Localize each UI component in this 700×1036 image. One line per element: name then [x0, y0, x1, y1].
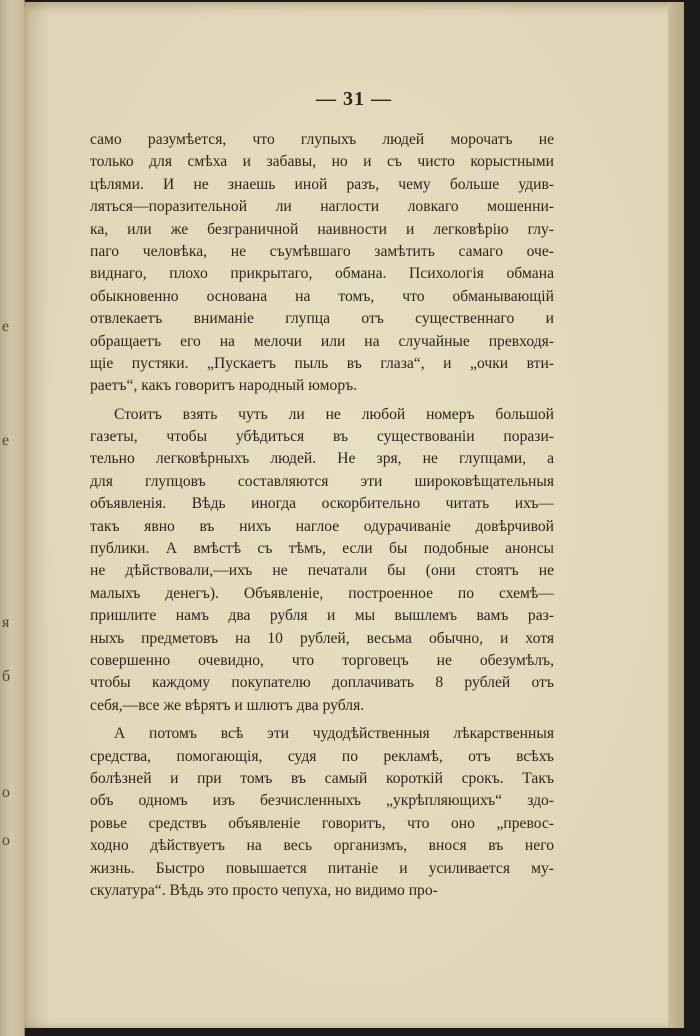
text-line: жизнь. Быстро повышается питаніе и усиливается му-: [90, 859, 554, 877]
text-line: объ одномъ изъ безчисленныхъ „укрѣпляющихъ“ здо-: [90, 792, 554, 810]
margin-fragment: о: [2, 832, 10, 849]
page-number: — 31 —: [316, 88, 392, 110]
text-line: тельно легковѣрныхъ людей. Не зря, не глупцами, а: [90, 450, 554, 468]
text-line: щіе пустяки. „Пускаетъ пыль въ глаза“, и „очки вти-: [90, 354, 554, 372]
paragraph: [90, 404, 554, 717]
paragraph: [90, 129, 554, 398]
text-line: совершенно очевидно, что торговецъ не обезумѣлъ,: [90, 651, 554, 669]
page-edge-shadow: [668, 2, 684, 1028]
text-line: паго человѣка, не съумѣвшаго замѣтить самаго оче-: [90, 242, 554, 260]
text-line: себя,—все же вѣрятъ и шлютъ два рубля.: [90, 696, 365, 714]
text-line: цѣлями. И не знаешь иной разъ, чему больше удив-: [90, 175, 554, 193]
text-line: ляться—поразительной ли наглости ловкаго мошенни-: [90, 198, 554, 216]
text-line: Стоитъ взять чуть ли не любой номеръ большой: [114, 405, 554, 423]
text-line: объявленія. Вѣдь иногда оскорбительно читать ихъ—: [90, 495, 554, 513]
text-line: только для смѣха и забавы, но и съ чисто корыстными: [90, 153, 554, 171]
text-line: газеты, чтобы убѣдиться въ существованіи порази-: [90, 428, 554, 446]
text-line: само разумѣется, что глупыхъ людей морочатъ не: [90, 131, 554, 148]
text-line: не дѣйствовали,—ихъ не печатали бы (они стоятъ не: [90, 562, 554, 580]
margin-fragment: б: [2, 668, 11, 685]
text-line: ходно дѣйствуетъ на весь организмъ, внося въ него: [90, 837, 554, 855]
margin-fragment: е: [2, 432, 10, 449]
margin-fragment: е: [2, 318, 10, 335]
text-line: болѣзней и при томъ въ самый короткій срокъ. Такъ: [90, 769, 554, 787]
text-line: чтобы каждому покупателю доплачивать 8 рублей отъ: [90, 674, 554, 692]
text-line: средства, помогающія, судя по рекламѣ, отъ всѣхъ: [90, 747, 554, 765]
margin-fragment: я: [2, 614, 10, 631]
book-page: [24, 2, 684, 1028]
text-line: ныхъ предметовъ на 10 рублей, весьма обычно, и хотя: [90, 629, 554, 647]
text-line: обыкновенно основана на томъ, что обманывающій: [90, 287, 554, 305]
text-line: пришлите намъ два рубля и мы вышлемъ вамъ раз-: [90, 607, 554, 625]
text-line: ровье средствъ объявленіе говоритъ, что оно „превос-: [90, 814, 554, 832]
text-line: раетъ“, какъ говоритъ народный юморъ.: [90, 377, 358, 395]
text-line: ка, или же безграничной наивности и легковѣрію глу-: [90, 220, 554, 238]
text-line: малыхъ денегъ). Объявленіе, построенное по схемѣ—: [90, 584, 554, 602]
text-line: такъ явно въ нихъ наглое одурачиваніе довѣрчивой: [90, 517, 554, 535]
body-text: [90, 129, 554, 902]
text-line: виднаго, плохо прикрытаго, обмана. Психологія обмана: [90, 265, 554, 283]
previous-page-edge: [0, 0, 25, 1036]
margin-fragment: о: [2, 784, 10, 801]
text-line: публики. А вмѣстѣ съ тѣмъ, если бы подобные анонсы: [90, 540, 554, 558]
text-line: А потомъ всѣ эти чудодѣйственныя лѣкарственныя: [114, 725, 554, 743]
paragraph: [90, 723, 554, 902]
text-line: обращаетъ его на мелочи или на случайные превходя-: [90, 332, 554, 350]
text-line: отвлекаетъ вниманіе глупца отъ существеннаго и: [90, 310, 554, 328]
text-line: для глупцовъ составляются эти широковѣщательныя: [90, 472, 554, 490]
text-line: скулатура“. Вѣдь это просто чепуха, но видимо про-: [90, 881, 438, 899]
